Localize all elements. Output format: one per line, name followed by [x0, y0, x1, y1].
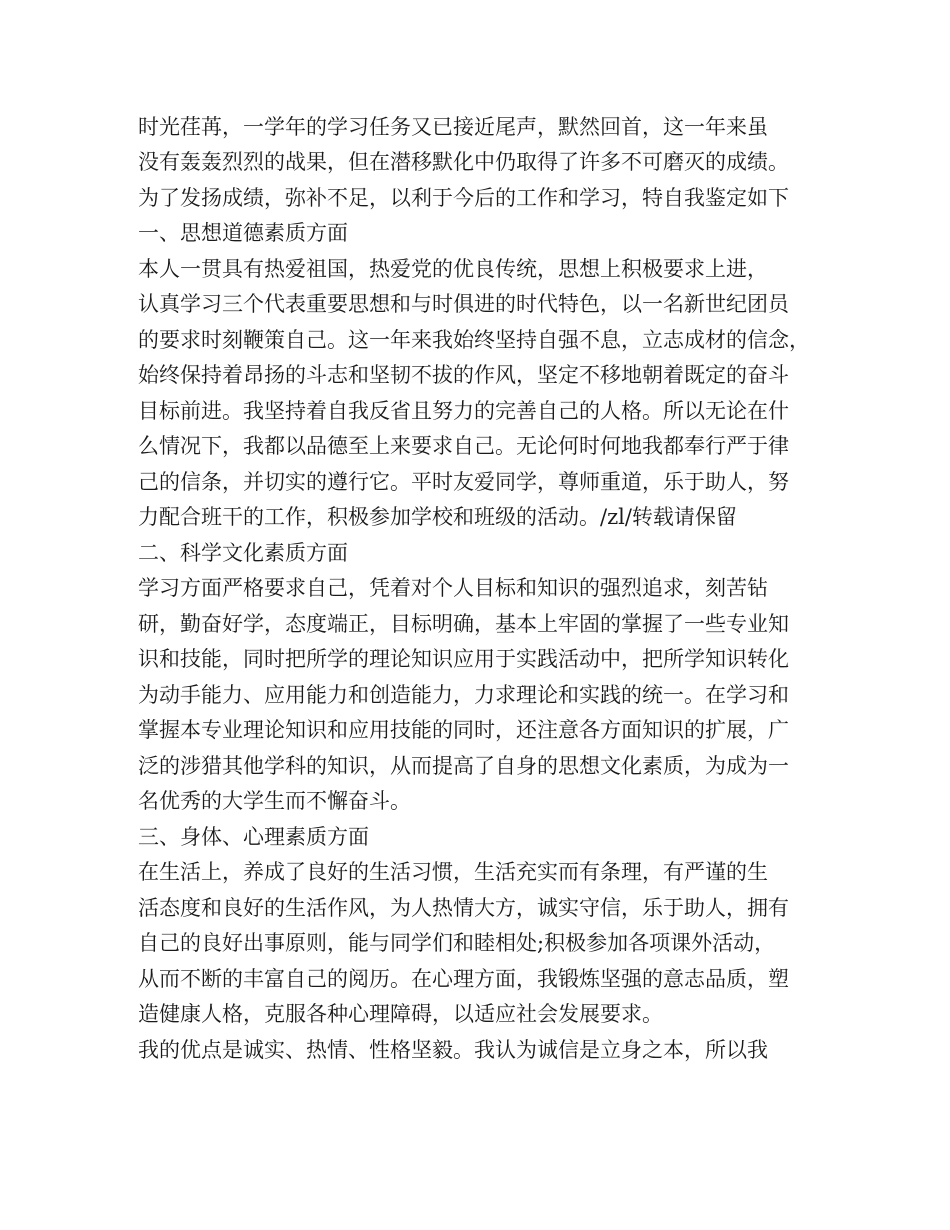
text-line: 本人一贯具有热爱祖国，热爱党的优良传统，思想上积极要求上进， [138, 257, 768, 281]
text-line: 造健康人格，克服各种心理障碍，以适应社会发展要求。 [138, 1002, 663, 1026]
text-line: 力配合班干的工作，积极参加学校和班级的活动。/zl/转载请保留 [138, 505, 737, 529]
text-line: 认真学习三个代表重要思想和与时俱进的时代特色，以一名新世纪团员 [138, 292, 789, 316]
text-line: 名优秀的大学生而不懈奋斗。 [138, 789, 411, 813]
text-line: 没有轰轰烈烈的战果，但在潜移默化中仍取得了许多不可磨灭的成绩。 [138, 150, 789, 174]
text-line: 学习方面严格要求自己，凭着对个人目标和知识的强烈追求，刻苦钻 [138, 576, 768, 600]
section-heading: 三、身体、心理素质方面 [138, 825, 369, 849]
text-line: 从而不断的丰富自己的阅历。在心理方面，我锻炼坚强的意志品质，塑 [138, 967, 789, 991]
text-line: 始终保持着昂扬的斗志和坚韧不拔的作风，坚定不移地朝着既定的奋斗 [138, 363, 789, 387]
text-line: 在生活上，养成了良好的生活习惯，生活充实而有条理，有严谨的生 [138, 860, 768, 884]
text-line: 为了发扬成绩，弥补不足，以利于今后的工作和学习，特自我鉴定如下 [138, 186, 789, 210]
text-line: 时光荏苒，一学年的学习任务又已接近尾声，默然回首，这一年来虽 [138, 115, 768, 139]
section-heading: 二、科学文化素质方面 [138, 541, 348, 565]
text-line: 活态度和良好的生活作风，为人热情大方，诚实守信，乐于助人，拥有 [138, 896, 789, 920]
text-line: 掌握本专业理论知识和应用技能的同时，还注意各方面知识的扩展，广 [138, 718, 789, 742]
text-line: 己的信条，并切实的遵行它。平时友爱同学，尊师重道，乐于助人，努 [138, 470, 789, 494]
text-line: 么情况下，我都以品德至上来要求自己。无论何时何地我都奉行严于律 [138, 434, 789, 458]
text-line: 研，勤奋好学，态度端正，目标明确，基本上牢固的掌握了一些专业知 [138, 612, 789, 636]
text-line: 泛的涉猎其他学科的知识，从而提高了自身的思想文化素质，为成为一 [138, 754, 789, 778]
text-line: 的要求时刻鞭策自己。这一年来我始终坚持自强不息，立志成材的信念， [138, 328, 810, 352]
text-line: 为动手能力、应用能力和创造能力，力求理论和实践的统一。在学习和 [138, 683, 789, 707]
text-line: 自己的良好出事原则，能与同学们和睦相处;积极参加各项课外活动， [138, 931, 776, 955]
text-line: 识和技能，同时把所学的理论知识应用于实践活动中，把所学知识转化 [138, 647, 789, 671]
section-heading: 一、思想道德素质方面 [138, 221, 348, 245]
text-line: 我的优点是诚实、热情、性格坚毅。我认为诚信是立身之本，所以我 [138, 1038, 768, 1062]
text-line: 目标前进。我坚持着自我反省且努力的完善自己的人格。所以无论在什 [138, 399, 789, 423]
